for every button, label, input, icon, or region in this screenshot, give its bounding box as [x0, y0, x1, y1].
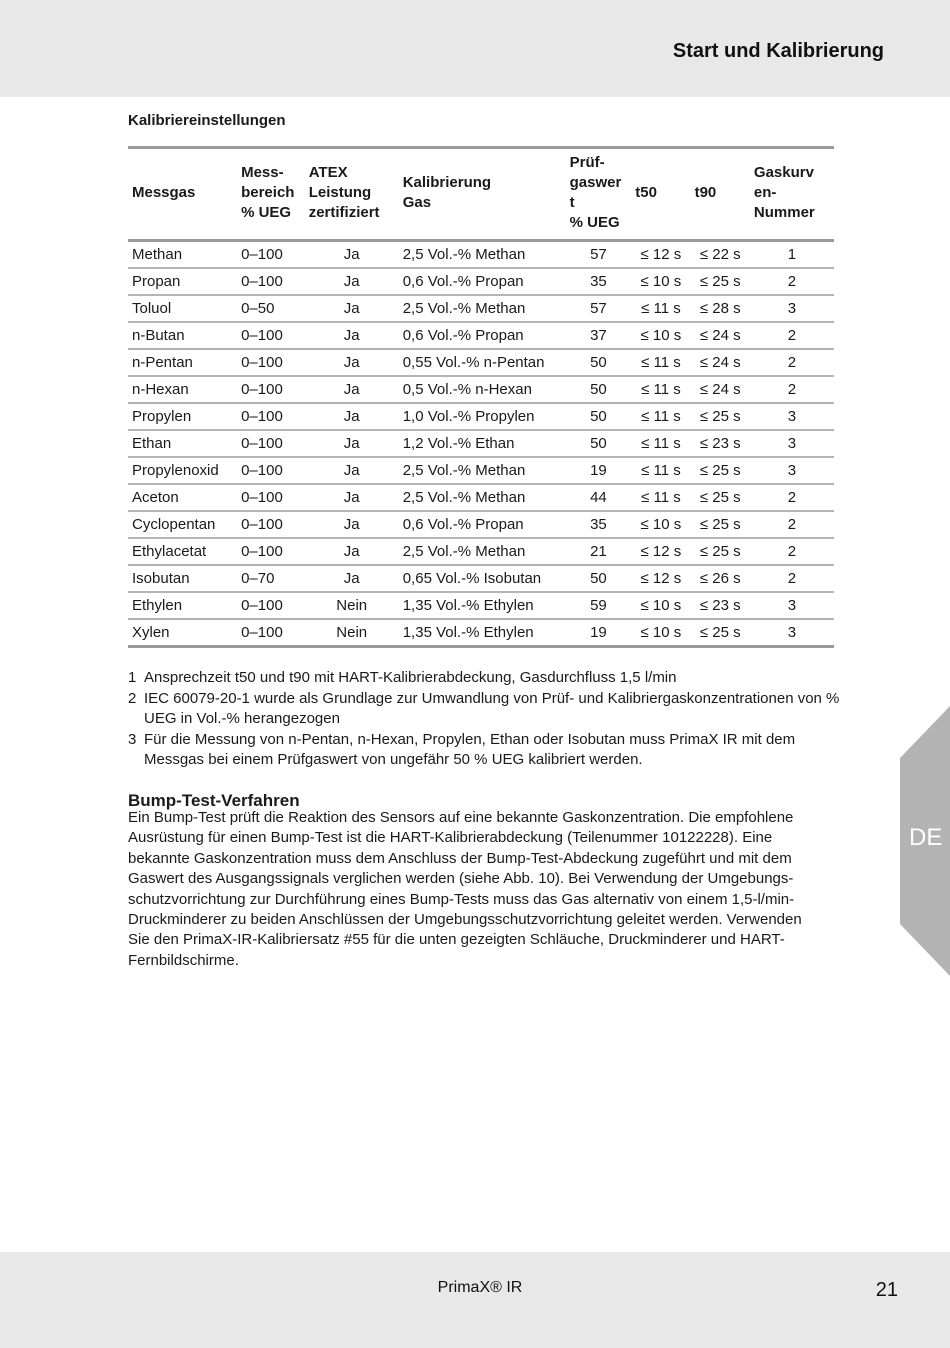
paragraph-line: Fernbildschirme.: [128, 951, 239, 969]
cell-range: 0–100: [237, 430, 305, 457]
cell-atex: Ja: [305, 538, 399, 565]
footer-product-name: PrimaX® IR: [437, 1279, 523, 1296]
cell-gas: Methan: [128, 241, 237, 269]
cell-t90: ≤ 26 s: [691, 565, 750, 592]
cell-test-value: 50: [566, 349, 632, 376]
cell-test-value: 57: [566, 295, 632, 322]
cell-t90: ≤ 25 s: [691, 484, 750, 511]
header-t90: t90: [691, 148, 750, 241]
cell-t90: ≤ 24 s: [691, 376, 750, 403]
cell-t50: ≤ 10 s: [640, 624, 682, 641]
cell-gas: Propylen: [128, 403, 237, 430]
cell-curve-number: 2: [750, 349, 834, 376]
cell-test-value: 35: [566, 511, 632, 538]
table-row: [128, 376, 834, 403]
cell-t50: ≤ 10 s: [631, 268, 690, 295]
cell-cal-gas: 2,5 Vol.-% Methan: [399, 538, 566, 565]
header-t50: t50: [631, 148, 690, 241]
cell-curve-number: 3: [750, 592, 834, 619]
header-cal-gas: Kalibrierung Gas: [399, 148, 566, 241]
cell-t50: ≤ 11 s: [631, 430, 690, 457]
page-header-title: Start und Kalibrierung: [672, 40, 884, 62]
cell-curve-number: 2: [750, 268, 834, 295]
cell-t50: ≤ 11 s: [631, 403, 690, 430]
cell-cal-gas: 1,35 Vol.-% Ethylen: [399, 592, 566, 619]
cell-gas: n-Pentan: [128, 349, 237, 376]
cell-atex: Ja: [305, 268, 399, 295]
cell-gas: Ethan: [128, 430, 237, 457]
cell-gas: Isobutan: [128, 565, 237, 592]
footnote-number: 1: [128, 669, 137, 686]
table-row: [128, 538, 834, 565]
table-row: [128, 322, 834, 349]
page-number: 21: [875, 1279, 898, 1301]
cell-atex: Ja: [305, 295, 399, 322]
cell-t90: ≤ 25 s: [699, 624, 741, 641]
table-body: [128, 241, 834, 647]
cell-cal-gas: 1,2 Vol.-% Ethan: [399, 430, 566, 457]
cell-atex: Ja: [305, 484, 399, 511]
cell-test-value: 21: [566, 538, 632, 565]
cell-t50: ≤ 12 s: [631, 538, 690, 565]
cell-curve-number: 3: [750, 430, 834, 457]
cell-range: 0–100: [241, 624, 283, 641]
bump-test-paragraph: [128, 808, 840, 971]
cell-t90: ≤ 25 s: [691, 538, 750, 565]
cell-test-value: 44: [566, 484, 632, 511]
paragraph-line: Druckminderer zu beiden Anschlüssen der Umgebungsschutzvorrichtung geleitet werden. Verwenden: [128, 911, 802, 929]
calibration-table: [128, 146, 834, 648]
cell-test-value: 37: [566, 322, 632, 349]
paragraph-line: bekannte Gaskonzentration muss dem Anschluss der Bump-Test-Abdeckung zugeführt und mit dem: [128, 849, 792, 867]
cell-cal-gas: 2,5 Vol.-% Methan: [399, 484, 566, 511]
table-row: [128, 403, 834, 430]
bump-test-heading: Bump-Test-Verfahren: [128, 791, 300, 810]
cell-curve-number: 2: [750, 322, 834, 349]
cell-atex: Nein: [336, 624, 368, 641]
table-row: [128, 619, 834, 647]
footnote-text: Für die Messung von n-Pentan, n-Hexan, Propylen, Ethan oder Isobutan muss PrimaX IR mit dem Messgas bei einem Prüfgaswert von ungefähr 50 % UEG kalibriert werden.: [144, 730, 796, 768]
header-atex: ATEX Leistung zertifiziert: [305, 148, 399, 241]
paragraph-line: schutzvorrichtung zur Durchführung eines Bump-Tests muss das Gas alternativ von einem 1,5-l/min-: [128, 890, 795, 908]
cell-range: 0–100: [237, 241, 305, 269]
paragraph-line: Ausrüstung für einen Bump-Test ist die HART-Kalibrierabdeckung (Teilenummer 10122228). Eine: [128, 829, 773, 847]
table-row: [128, 349, 834, 376]
cell-gas: Propylenoxid: [128, 457, 237, 484]
cell-range: 0–100: [237, 457, 305, 484]
cell-range: 0–100: [237, 403, 305, 430]
cell-test-value: 19: [590, 624, 607, 641]
cell-gas: n-Hexan: [128, 376, 237, 403]
cell-atex: Nein: [305, 592, 399, 619]
cell-t90: ≤ 25 s: [691, 268, 750, 295]
cell-t90: ≤ 22 s: [691, 241, 750, 269]
table-row: [128, 484, 834, 511]
cell-gas: Cyclopentan: [128, 511, 237, 538]
cell-test-value: 35: [566, 268, 632, 295]
cell-gas: Ethylacetat: [128, 538, 237, 565]
cell-test-value: 50: [566, 565, 632, 592]
cell-cal-gas: 0,55 Vol.-% n-Pentan: [399, 349, 566, 376]
header-test-value: Prüf- gaswer t % UEG: [566, 148, 632, 241]
cell-atex: Ja: [305, 511, 399, 538]
footnote: [128, 730, 840, 771]
cell-t50: ≤ 11 s: [631, 349, 690, 376]
table-row: [128, 241, 834, 269]
cell-cal-gas: 2,5 Vol.-% Methan: [399, 457, 566, 484]
cell-curve-number: 3: [750, 403, 834, 430]
cell-t90: ≤ 25 s: [691, 511, 750, 538]
table-row: [128, 268, 834, 295]
cell-t50: ≤ 10 s: [631, 511, 690, 538]
cell-curve-number: 1: [750, 241, 834, 269]
cell-t90: ≤ 24 s: [691, 322, 750, 349]
header-gas: Messgas: [128, 148, 237, 241]
footnote-text: Ansprechzeit t50 und t90 mit HART-Kalibrierabdeckung, Gasdurchfluss 1,5 l/min: [144, 669, 677, 686]
paragraph-line: Ein Bump-Test prüft die Reaktion des Sensors auf eine bekannte Gaskonzentration. Die empfohlene: [128, 809, 794, 826]
footnote: [128, 668, 840, 689]
footnote-text: IEC 60079-20-1 wurde als Grundlage zur Umwandlung von Prüf- und Kalibriergaskonzentrationen von % UEG in Vol.-% herangezogen: [144, 689, 840, 727]
cell-atex: Ja: [305, 349, 399, 376]
cell-t90: ≤ 28 s: [691, 295, 750, 322]
cell-curve-number: 2: [750, 565, 834, 592]
footnote: [128, 689, 840, 730]
table-row: [128, 430, 834, 457]
cell-test-value: 50: [566, 430, 632, 457]
cell-atex: Ja: [305, 430, 399, 457]
cell-test-value: 57: [566, 241, 632, 269]
cell-t90: ≤ 23 s: [691, 592, 750, 619]
cell-range: 0–70: [237, 565, 305, 592]
cell-test-value: 50: [566, 403, 632, 430]
cell-range: 0–100: [237, 484, 305, 511]
cell-t50: ≤ 10 s: [631, 592, 690, 619]
cell-curve-number: 3: [750, 295, 834, 322]
header-curve-number: Gaskurv en- Nummer: [750, 148, 834, 241]
paragraph-line: Sie den PrimaX-IR-Kalibriersatz #55 für die unten gezeigten Schläuche, Druckminderer und HART-: [128, 931, 785, 949]
cell-test-value: 59: [566, 592, 632, 619]
cell-t50: ≤ 11 s: [631, 295, 690, 322]
cell-curve-number: 2: [750, 376, 834, 403]
cell-cal-gas: 1,35 Vol.-% Ethylen: [402, 624, 534, 641]
cell-test-value: 19: [566, 457, 632, 484]
cell-t90: ≤ 25 s: [691, 457, 750, 484]
cell-cal-gas: 2,5 Vol.-% Methan: [399, 241, 566, 269]
cell-cal-gas: 2,5 Vol.-% Methan: [399, 295, 566, 322]
section-title: Kalibriereinstellungen: [128, 112, 286, 129]
table-row: [128, 565, 834, 592]
table-row: [128, 511, 834, 538]
cell-cal-gas: 0,6 Vol.-% Propan: [399, 268, 566, 295]
header-range: Mess- bereich % UEG: [237, 148, 305, 241]
cell-range: 0–100: [237, 268, 305, 295]
cell-atex: Ja: [305, 565, 399, 592]
cell-range: 0–100: [237, 538, 305, 565]
paragraph-line: Gaswert des Ausgangssignals verglichen werden (siehe Abb. 10). Bei Verwendung der Umgebungs-: [128, 870, 794, 888]
cell-curve-number: 2: [750, 484, 834, 511]
cell-atex: Ja: [305, 241, 399, 269]
cell-gas: n-Butan: [128, 322, 237, 349]
cell-atex: Ja: [305, 457, 399, 484]
cell-t50: ≤ 12 s: [631, 241, 690, 269]
cell-cal-gas: 1,0 Vol.-% Propylen: [399, 403, 566, 430]
cell-t50: ≤ 11 s: [631, 376, 690, 403]
cell-t90: ≤ 24 s: [691, 349, 750, 376]
cell-cal-gas: 0,6 Vol.-% Propan: [399, 322, 566, 349]
cell-range: 0–100: [237, 511, 305, 538]
cell-curve-number: 3: [750, 457, 834, 484]
cell-atex: Ja: [305, 376, 399, 403]
cell-range: 0–100: [237, 349, 305, 376]
cell-t50: ≤ 11 s: [631, 457, 690, 484]
table-row: [128, 592, 834, 619]
cell-t90: ≤ 23 s: [691, 430, 750, 457]
cell-range: 0–100: [237, 592, 305, 619]
cell-t50: ≤ 12 s: [631, 565, 690, 592]
cell-range: 0–100: [237, 376, 305, 403]
cell-cal-gas: 0,65 Vol.-% Isobutan: [399, 565, 566, 592]
footnote-number: 3: [128, 730, 137, 748]
footnotes: [128, 668, 840, 771]
cell-gas: Aceton: [128, 484, 237, 511]
cell-t50: ≤ 10 s: [631, 322, 690, 349]
cell-atex: Ja: [305, 403, 399, 430]
cell-gas: Xylen: [132, 624, 170, 641]
cell-curve-number: 3: [787, 624, 797, 641]
footnote-number: 2: [128, 689, 137, 707]
cell-t90: ≤ 25 s: [691, 403, 750, 430]
cell-range: 0–100: [237, 322, 305, 349]
footer-band: [0, 1252, 950, 1348]
cell-range: 0–50: [237, 295, 305, 322]
cell-t50: ≤ 11 s: [631, 484, 690, 511]
table-row: [128, 295, 834, 322]
cell-curve-number: 2: [750, 511, 834, 538]
cell-gas: Toluol: [128, 295, 237, 322]
cell-test-value: 50: [566, 376, 632, 403]
cell-gas: Ethylen: [128, 592, 237, 619]
cell-cal-gas: 0,6 Vol.-% Propan: [399, 511, 566, 538]
language-label: DE: [909, 824, 943, 851]
cell-curve-number: 2: [750, 538, 834, 565]
cell-cal-gas: 0,5 Vol.-% n-Hexan: [399, 376, 566, 403]
cell-atex: Ja: [305, 322, 399, 349]
table-row: [128, 457, 834, 484]
cell-gas: Propan: [128, 268, 237, 295]
table-header-row: [128, 148, 834, 241]
